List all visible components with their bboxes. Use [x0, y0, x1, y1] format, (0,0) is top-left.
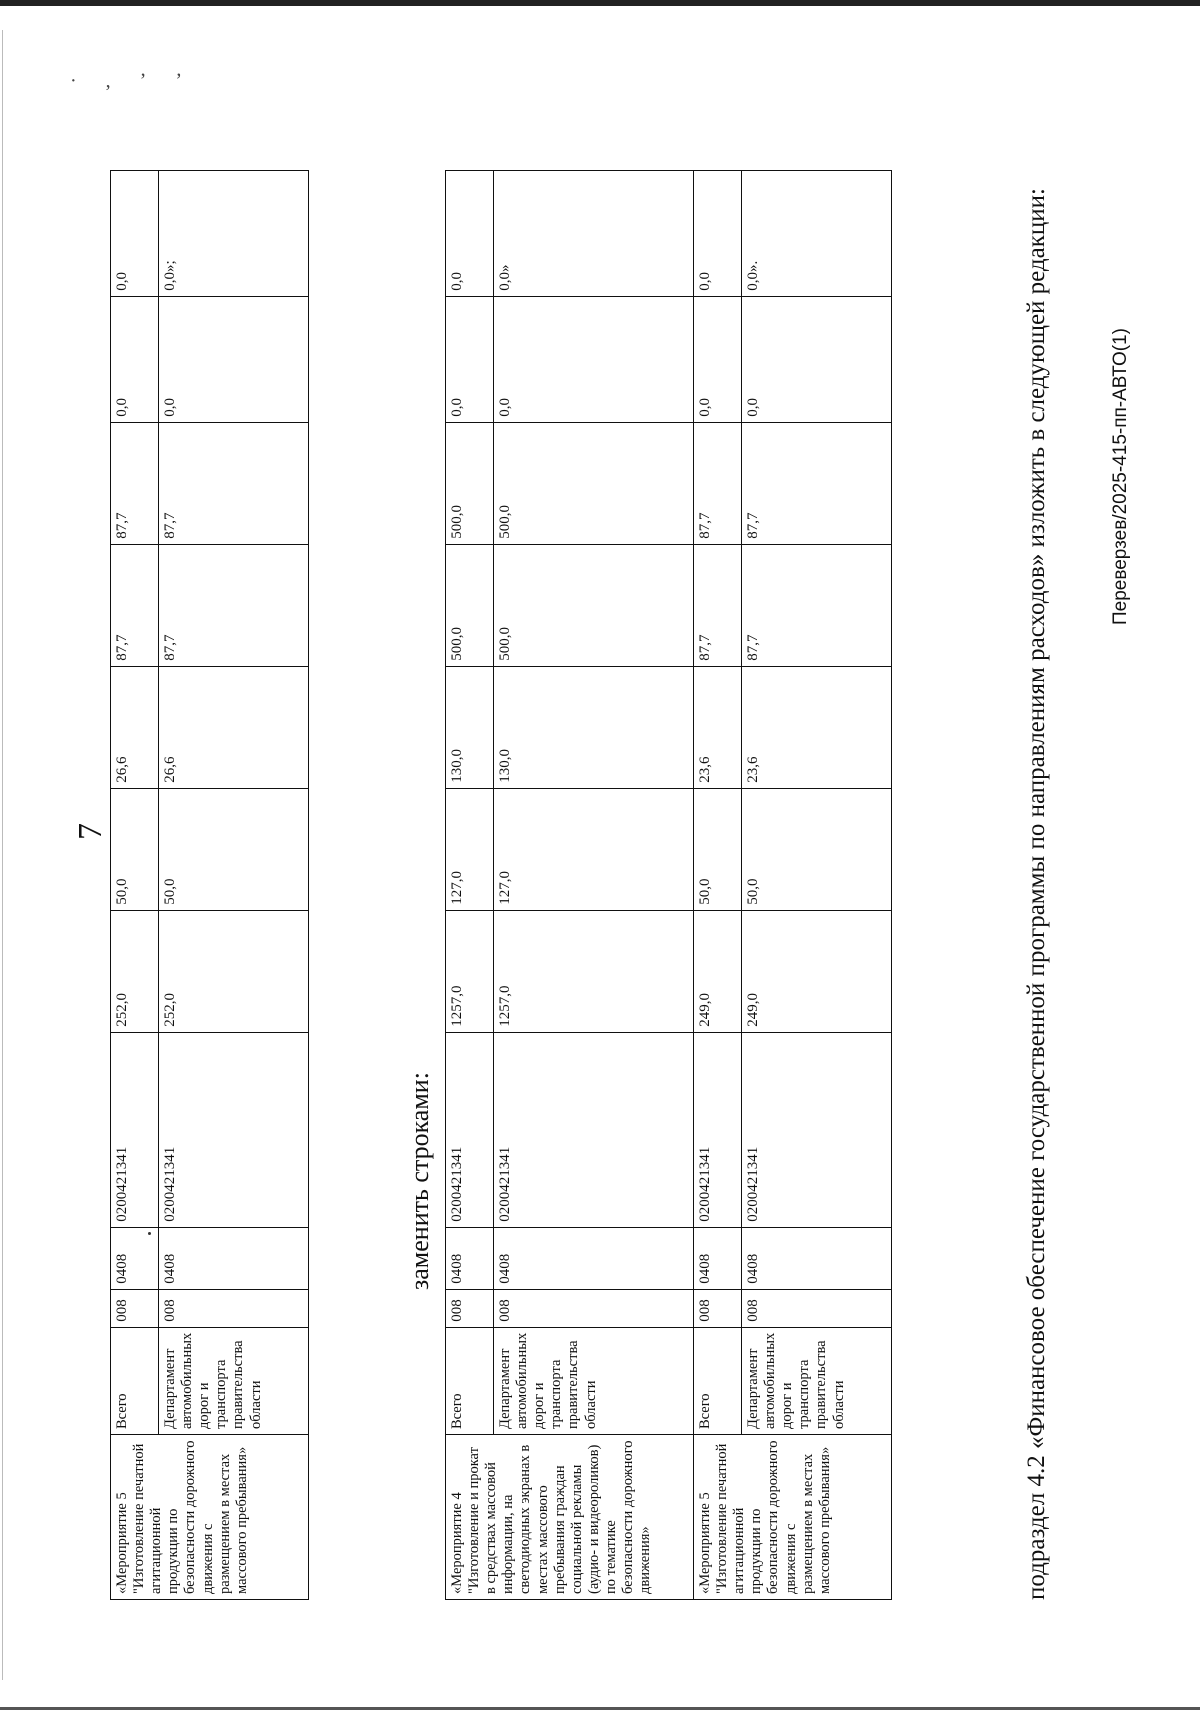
- row-label-cell: «Мероприятие 4 "Изготовление и прокат в средствах массовой информации, на светодиодных экранах в местах массового пребывания граждан социальной рекламы (аудио- и видеороликов) по тематике безопасности дорожного движения»: [446, 1435, 694, 1600]
- table-cell: 26,6: [111, 666, 159, 788]
- table-row: [111, 170, 159, 1599]
- table-cell: 87,7: [159, 422, 309, 544]
- table-cell: 87,7: [694, 544, 742, 666]
- table-cell: 0,0: [159, 296, 309, 422]
- table-cell: Всего: [111, 1327, 159, 1434]
- table-cell: 0408: [111, 1227, 159, 1289]
- table-cell: 0,0».: [742, 170, 892, 296]
- table-cell: 1257,0: [446, 910, 494, 1032]
- table-cell: Всего: [694, 1327, 742, 1434]
- table-cell: 0200421341: [446, 1032, 494, 1227]
- row-label-cell: «Мероприятие 5 "Изготовление печатной агитационной продукции по безопасности дорожного движения с размещением в местах массового пребывания»: [694, 1435, 892, 1600]
- table-cell: 008: [159, 1289, 309, 1327]
- page-number: 7: [72, 823, 109, 840]
- section-paragraph: подраздел 4.2 «Финансовое обеспечение государственной программы по направлениям расходов» изложить в следующей редакции:: [1023, 188, 1050, 1600]
- table-cell: 500,0: [494, 544, 694, 666]
- table-cell: 0408: [494, 1227, 694, 1289]
- table-cell: 0,0: [446, 170, 494, 296]
- table-cell: 0,0: [111, 170, 159, 296]
- table-replacement-rows: [445, 170, 892, 1600]
- table-cell: 008: [694, 1289, 742, 1327]
- table-cell: 0,0: [694, 170, 742, 296]
- table-cell: 50,0: [159, 788, 309, 910]
- table-cell: 008: [111, 1289, 159, 1327]
- table-cell: 252,0: [111, 910, 159, 1032]
- table-cell: 87,7: [111, 422, 159, 544]
- table-cell: 87,7: [159, 544, 309, 666]
- table-cell: 008: [494, 1289, 694, 1327]
- table-cell: 0200421341: [694, 1032, 742, 1227]
- table-row: [446, 170, 494, 1599]
- table-cell: 23,6: [742, 666, 892, 788]
- document-code: Переверзев/2025-415-пп-АВТО(1): [1110, 328, 1131, 625]
- table-cell: 130,0: [494, 666, 694, 788]
- table-cell: 0408: [742, 1227, 892, 1289]
- table-cell: 0408: [159, 1227, 309, 1289]
- table-cell: Департамент автомобильных дорог и транспорта правительства области: [742, 1327, 892, 1434]
- replace-heading: заменить строками:: [405, 1072, 434, 1290]
- table-cell: 87,7: [742, 422, 892, 544]
- table-cell: 0200421341: [111, 1032, 159, 1227]
- table-cell: 008: [446, 1289, 494, 1327]
- table-cell: 0408: [446, 1227, 494, 1289]
- table-cell: 0,0»;: [159, 170, 309, 296]
- table-cell: 0,0: [494, 296, 694, 422]
- table-cell: 008: [742, 1289, 892, 1327]
- table-row: [742, 170, 892, 1599]
- table-row: [494, 170, 694, 1599]
- table-cell: 130,0: [446, 666, 494, 788]
- table-cell: Всего: [446, 1327, 494, 1434]
- table-cell: Департамент автомобильных дорог и транспорта правительства области: [159, 1327, 309, 1434]
- table-cell: 50,0: [742, 788, 892, 910]
- table-original-rows: [110, 170, 309, 1600]
- table-cell: 0200421341: [742, 1032, 892, 1227]
- table-cell: 500,0: [446, 544, 494, 666]
- table-cell: 249,0: [742, 910, 892, 1032]
- row-label-cell: «Мероприятие 5 "Изготовление печатной агитационной продукции по безопасности дорожного движения с размещением в местах массового пребывания»: [111, 1435, 309, 1600]
- table-cell: 127,0: [446, 788, 494, 910]
- table-cell: 87,7: [111, 544, 159, 666]
- table-cell: 127,0: [494, 788, 694, 910]
- table-cell: 0,0: [111, 296, 159, 422]
- table-row: [159, 170, 309, 1599]
- table-cell: 500,0: [446, 422, 494, 544]
- table-cell: 0,0: [742, 296, 892, 422]
- table-cell: Департамент автомобильных дорог и транспорта правительства области: [494, 1327, 694, 1434]
- table-cell: 252,0: [159, 910, 309, 1032]
- table-cell: 0,0: [446, 296, 494, 422]
- table-cell: 0408: [694, 1227, 742, 1289]
- table-cell: 50,0: [694, 788, 742, 910]
- table-cell: 23,6: [694, 666, 742, 788]
- table-cell: 0,0»: [494, 170, 694, 296]
- table-cell: 26,6: [159, 666, 309, 788]
- table-cell: 0200421341: [159, 1032, 309, 1227]
- table-row: [694, 170, 742, 1599]
- table-cell: 500,0: [494, 422, 694, 544]
- table-cell: 87,7: [742, 544, 892, 666]
- table-cell: 0,0: [694, 296, 742, 422]
- table-cell: 87,7: [694, 422, 742, 544]
- table-cell: 50,0: [111, 788, 159, 910]
- table-cell: 1257,0: [494, 910, 694, 1032]
- table-cell: 249,0: [694, 910, 742, 1032]
- scan-marks: · , ʼ ʼ: [70, 70, 194, 92]
- table-cell: 0200421341: [494, 1032, 694, 1227]
